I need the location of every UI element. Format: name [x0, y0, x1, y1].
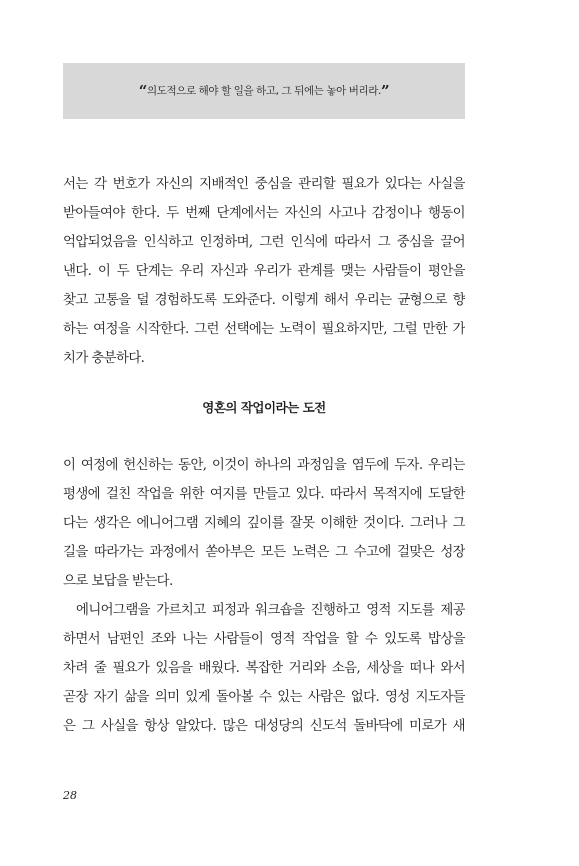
- text-line: 다는 생각은 에니어그램 지혜의 깊이를 잘못 이해한 것이다. 그러나 그: [63, 516, 465, 531]
- text-line: 찾고 고통을 덜 경험하도록 도와준다. 이렇게 해서 우리는 균형으로 향: [63, 293, 465, 308]
- text-line: 서는 각 번호가 자신의 지배적인 중심을 관리할 필요가 있다는 사실을: [63, 177, 465, 192]
- text-line: 길을 따라가는 과정에서 쏟아부은 모든 노력은 그 수고에 걸맞은 성장: [63, 545, 465, 560]
- pull-quote: [139, 82, 389, 100]
- text-line: 에니어그램을 가르치고 피정과 워크숍을 진행하고 영적 지도를 제공: [76, 603, 465, 618]
- text-line: 은 그 사실을 항상 알았다. 많은 대성당의 신도석 돌바닥에 미로가 새: [63, 719, 465, 734]
- text-line: 으로 보답을 받는다.: [63, 574, 173, 589]
- pull-quote-text: 의도적으로 해야 할 일을 하고, 그 뒤에는 놓아 버리라.: [147, 85, 381, 97]
- text-line: 차려 줄 필요가 있음을 배웠다. 복잡한 거리와 소음, 세상을 떠나 와서: [63, 661, 465, 676]
- paragraph-3: [63, 596, 465, 741]
- pull-quote-box: [63, 63, 465, 119]
- text-line: 평생에 걸친 작업을 위한 여지를 만들고 있다. 따라서 목적지에 도달한: [63, 487, 465, 502]
- text-line: 억압되었음을 인식하고 인정하며, 그런 인식에 따라서 그 중심을 끌어: [63, 235, 465, 250]
- text-line: 하는 여정을 시작한다. 그런 선택에는 노력이 필요하지만, 그럴 만한 가: [63, 322, 465, 337]
- page-number: 28: [63, 789, 77, 802]
- text-line: 이 여정에 헌신하는 동안, 이것이 하나의 과정임을 염두에 두자. 우리는: [63, 458, 465, 473]
- text-line: 곧장 자기 삶을 의미 있게 돌아볼 수 있는 사람은 없다. 영성 지도자들: [63, 690, 465, 705]
- section-heading: 영혼의 작업이라는 도전: [202, 400, 326, 415]
- text-line: 치가 충분하다.: [63, 351, 145, 366]
- text-line: 하면서 남편인 조와 나는 사람들이 영적 작업을 할 수 있도록 밥상을: [63, 632, 465, 647]
- text-line: 낸다. 이 두 단계는 우리 자신과 우리가 관계를 맺는 사람들이 평안을: [63, 264, 465, 279]
- paragraph-1: [63, 170, 465, 373]
- open-quote-mark: “: [138, 82, 147, 100]
- close-quote-mark: ”: [380, 82, 390, 100]
- text-line: 받아들여야 한다. 두 번째 단계에서는 자신의 사고나 감정이나 행동이: [63, 206, 465, 221]
- paragraph-2: [63, 451, 465, 596]
